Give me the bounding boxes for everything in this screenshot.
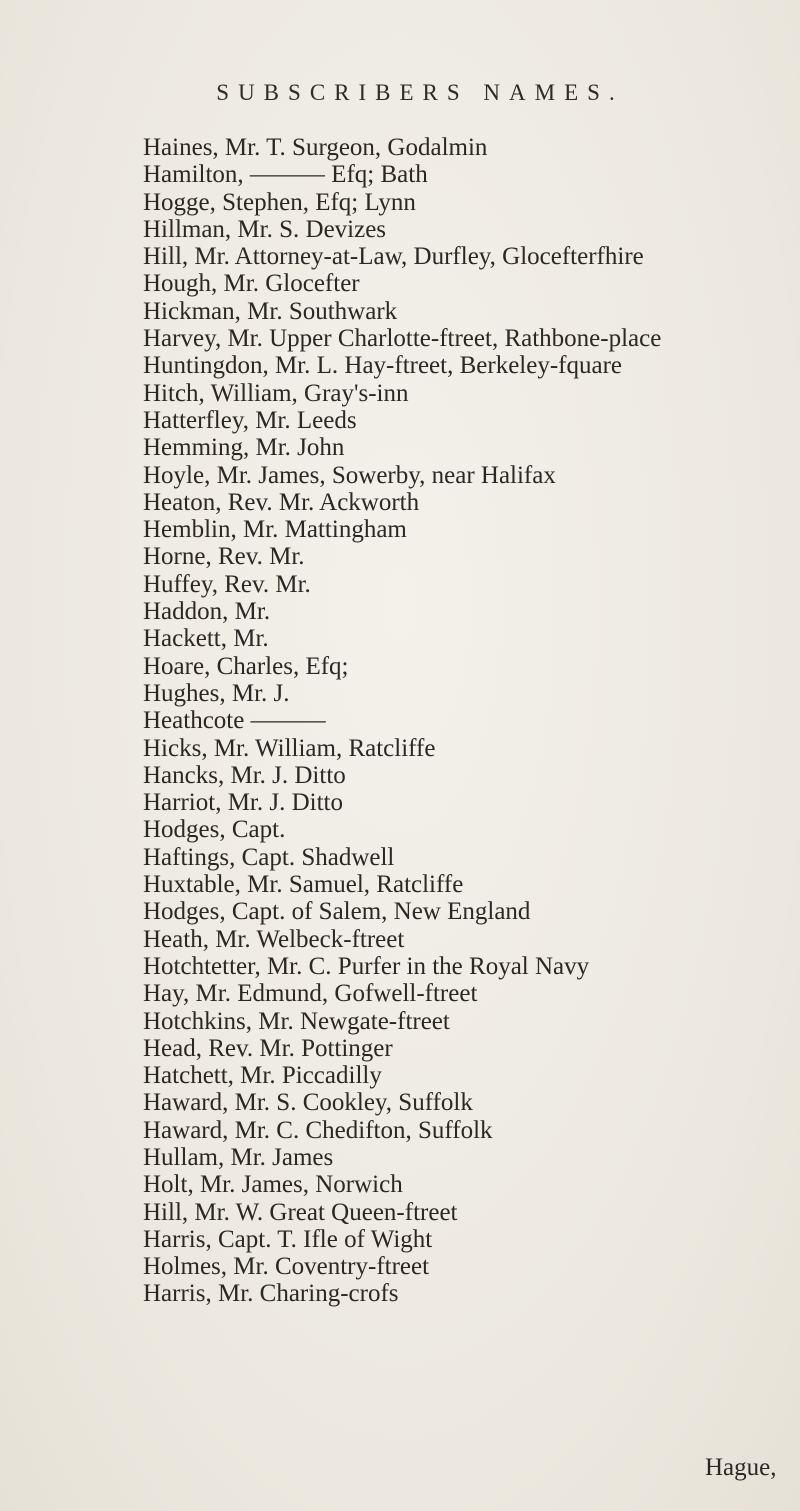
subscriber-entry: Hatterfley, Mr. Leeds — [143, 406, 357, 434]
subscriber-entry: Hoyle, Mr. James, Sowerby, near Halifax — [143, 461, 556, 489]
subscriber-entry: Hancks, Mr. J. Ditto — [143, 761, 346, 789]
subscriber-entry: Head, Rev. Mr. Pottinger — [143, 1034, 393, 1062]
subscriber-entry: Hackett, Mr. — [143, 625, 269, 653]
subscriber-entry: Heathcote ——— — [143, 707, 326, 735]
subscriber-entry: Holmes, Mr. Coventry-ftreet — [143, 1253, 430, 1281]
subscriber-entry: Hodges, Capt. — [143, 816, 286, 844]
subscriber-entry: Hodges, Capt. of Salem, New England — [143, 898, 531, 926]
subscriber-entry: Haftings, Capt. Shadwell — [143, 843, 395, 871]
subscriber-entry: Hatchett, Mr. Piccadilly — [143, 1062, 382, 1090]
subscriber-entry: Hotchkins, Mr. Newgate-ftreet — [143, 1007, 450, 1035]
subscriber-entry: Hough, Mr. Glocefter — [143, 270, 360, 298]
subscriber-entry: Huffey, Rev. Mr. — [143, 570, 311, 598]
subscriber-entry: Hitch, William, Gray's-inn — [143, 379, 409, 407]
subscriber-entry: Harris, Mr. Charing-crofs — [143, 1280, 399, 1308]
subscriber-entry: Hillman, Mr. S. Devizes — [143, 215, 387, 243]
subscriber-entry: Heaton, Rev. Mr. Ackworth — [143, 488, 420, 516]
subscriber-entry: Haddon, Mr. — [143, 598, 271, 626]
subscriber-entry: Hullam, Mr. James — [143, 1143, 334, 1171]
catchword: Hague, — [705, 1454, 777, 1481]
subscriber-entry: Hill, Mr. W. Great Queen-ftreet — [143, 1198, 458, 1226]
subscriber-entry: Harriot, Mr. J. Ditto — [143, 789, 343, 817]
subscriber-entry: Holt, Mr. James, Norwich — [143, 1171, 403, 1199]
subscriber-entry: Huxtable, Mr. Samuel, Ratcliffe — [143, 871, 464, 899]
subscriber-entry: Huntingdon, Mr. L. Hay-ftreet, Berkeley-fquare — [143, 352, 623, 380]
subscriber-entry: Harris, Capt. T. Ifle of Wight — [143, 1225, 433, 1253]
subscriber-entry: Hughes, Mr. J. — [143, 679, 290, 707]
subscriber-entry: Hicks, Mr. William, Ratcliffe — [143, 734, 436, 762]
subscriber-list — [143, 134, 783, 1308]
subscriber-entry: Hoare, Charles, Efq; — [143, 652, 349, 680]
subscriber-entry: Horne, Rev. Mr. — [143, 543, 305, 571]
subscriber-entry: Hill, Mr. Attorney-at-Law, Durfley, Glocefterfhire — [143, 243, 644, 271]
subscriber-entry: Haward, Mr. S. Cookley, Suffolk — [143, 1089, 473, 1117]
subscriber-entry: Hickman, Mr. Southwark — [143, 297, 398, 325]
subscriber-entry: Hotchtetter, Mr. C. Purfer in the Royal Navy — [143, 952, 590, 980]
subscriber-entry: Harvey, Mr. Upper Charlotte-ftreet, Rathbone-place — [143, 325, 662, 353]
running-head: SUBSCRIBERS NAMES. — [216, 80, 624, 105]
subscriber-entry: Hemblin, Mr. Mattingham — [143, 516, 407, 544]
subscriber-entry: Hogge, Stephen, Efq; Lynn — [143, 188, 416, 216]
subscriber-entry: Hay, Mr. Edmund, Gofwell-ftreet — [143, 980, 478, 1008]
subscriber-entry: Haines, Mr. T. Surgeon, Godalmin — [143, 134, 488, 161]
subscriber-entry: Heath, Mr. Welbeck-ftreet — [143, 925, 405, 953]
subscriber-entry: Hemming, Mr. John — [143, 434, 345, 462]
subscriber-entry: Hamilton, ——— Efq; Bath — [143, 161, 428, 189]
subscriber-entry: Haward, Mr. C. Chedifton, Suffolk — [143, 1116, 493, 1144]
